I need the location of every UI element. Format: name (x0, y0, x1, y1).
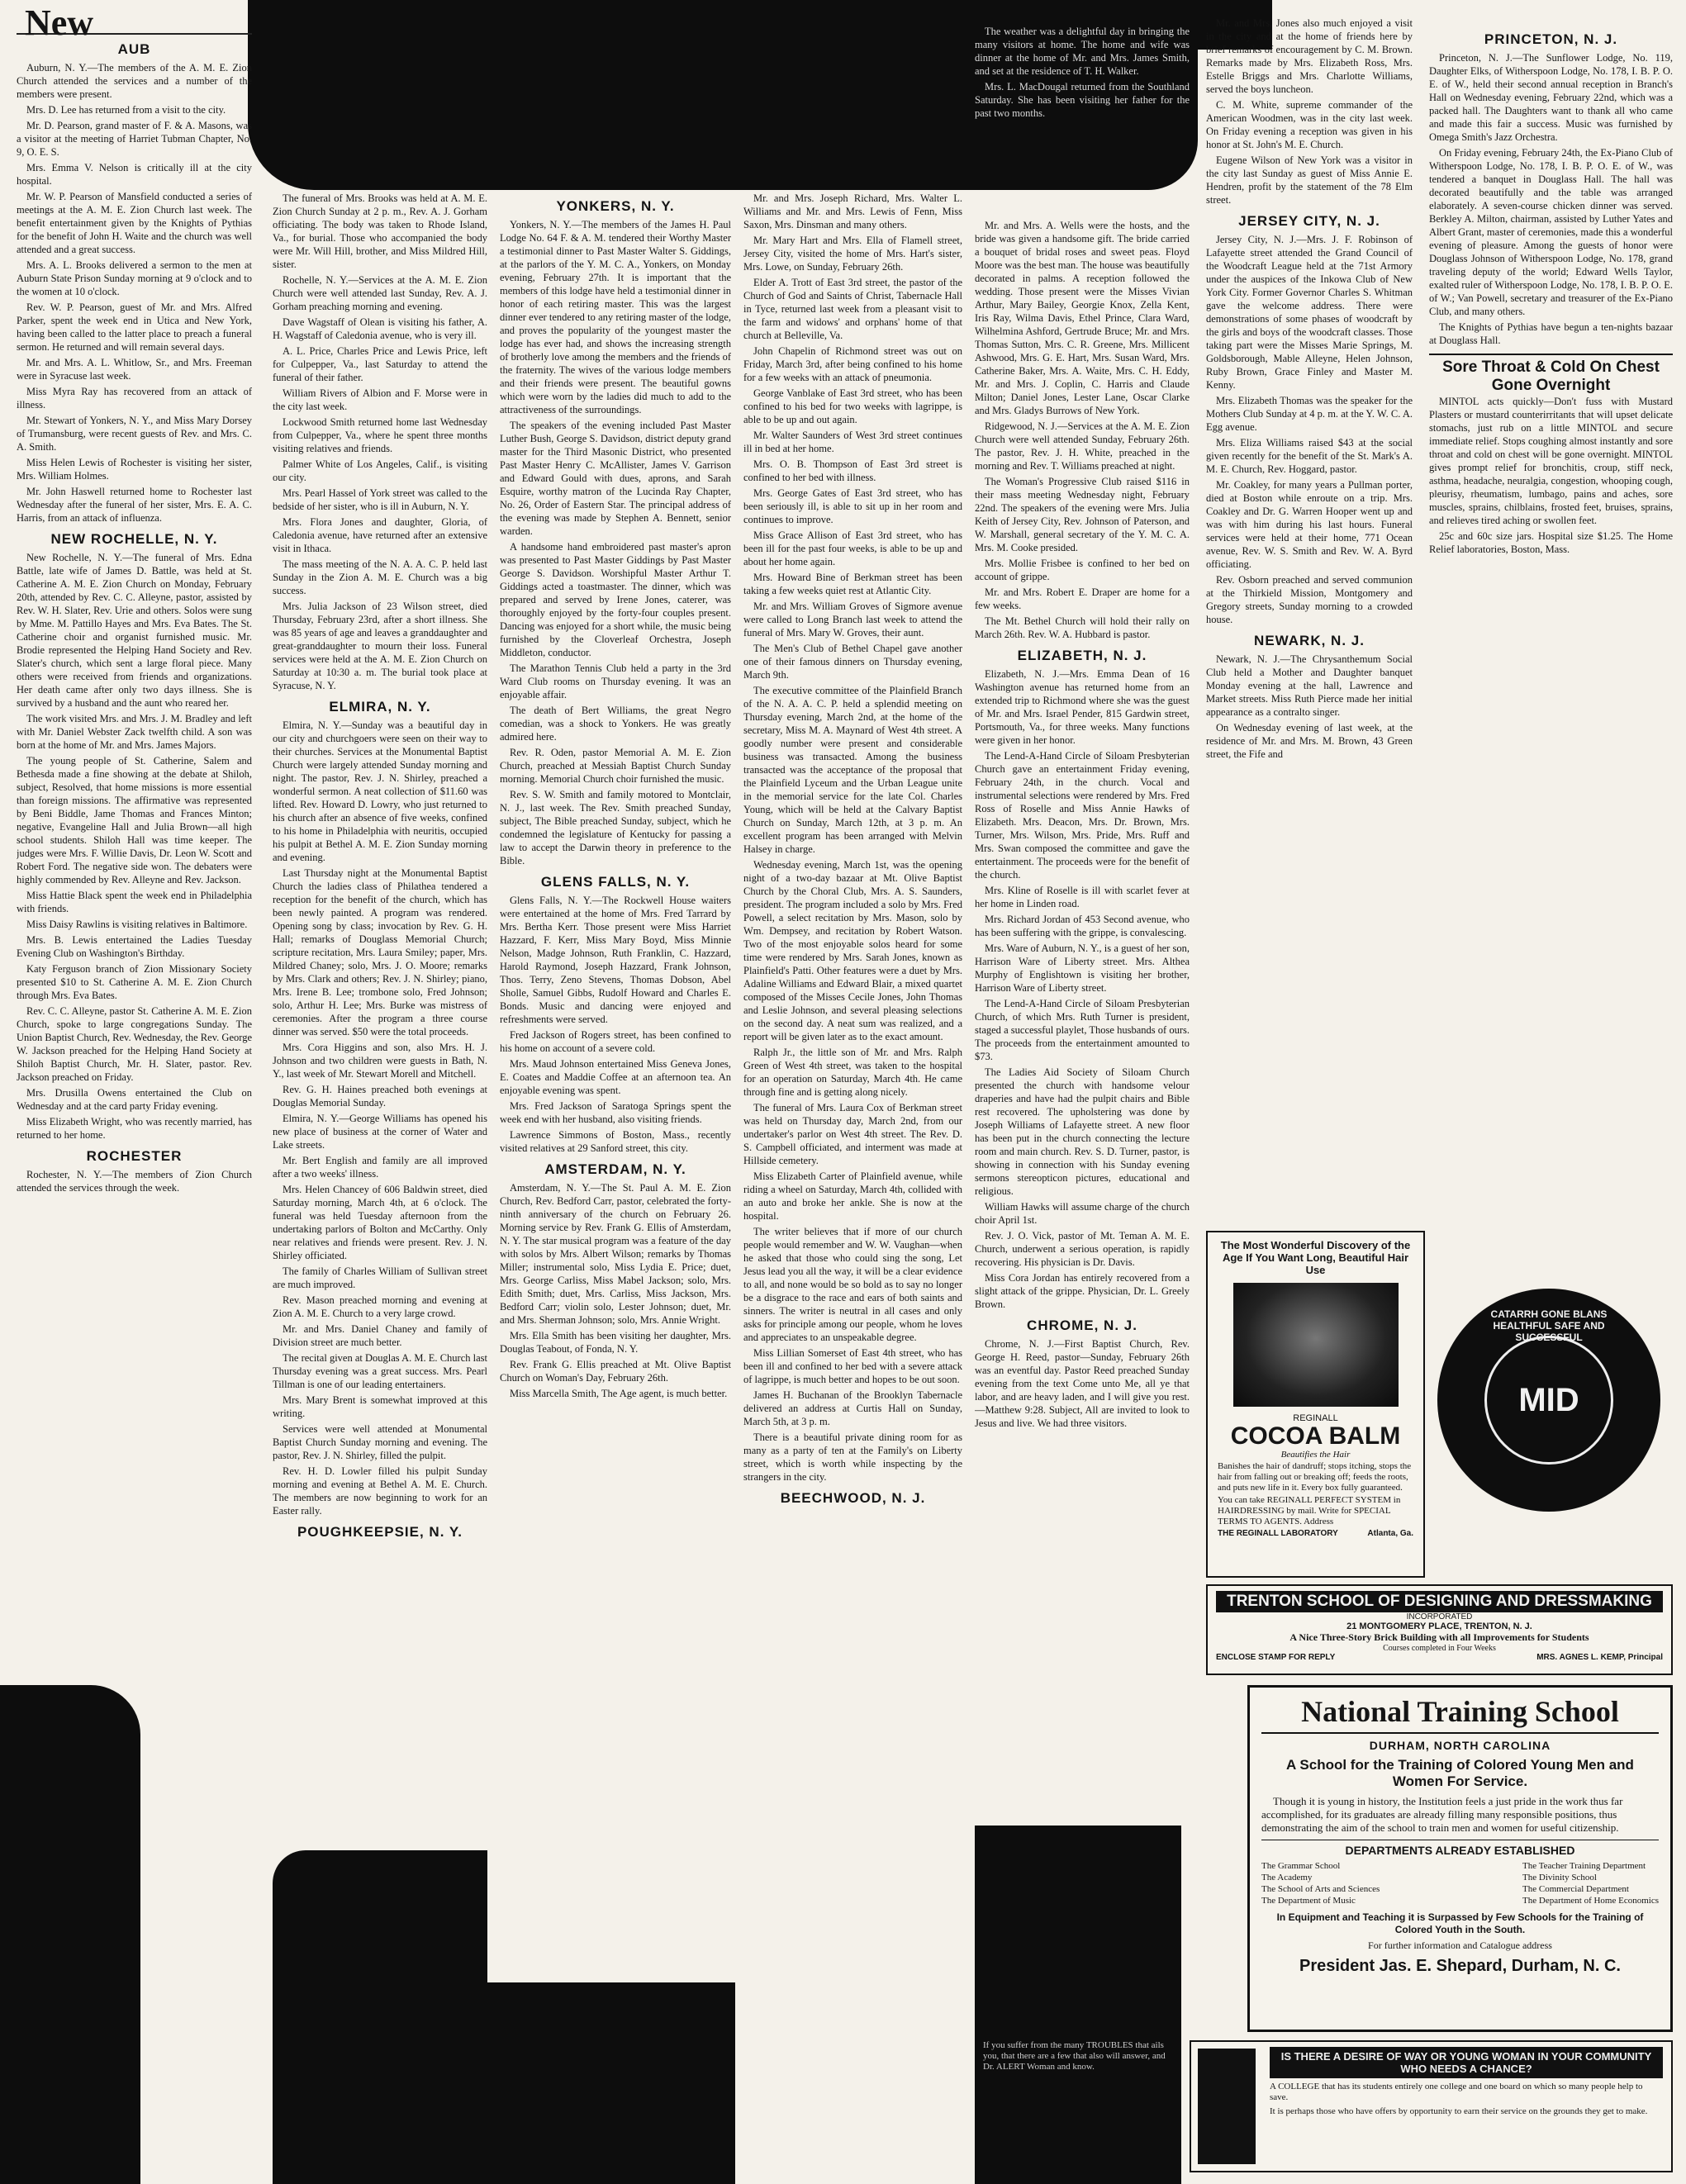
col4-s0-p11: The Men's Club of Bethel Chapel gave another one of their famous dinners on Thursday evening, March 9th. (743, 643, 962, 681)
col1-section-1 (17, 551, 252, 1142)
nts-dept-left (1261, 1860, 1380, 1906)
col2-s0-p6: Palmer White of Los Angeles, Calif., is visiting our city. (273, 458, 487, 483)
cocoa-offer: You can take REGINALL PERFECT SYSTEM in HAIRDRESSING by mail. Write for SPECIAL TERMS TO AGENTS. Address (1218, 1495, 1401, 1526)
col2-s1-p10: The recital given at Douglas A. M. E. Church last Thursday evening was a great success. Mrs. Pearl Tillman is one of our leading entertainers. (273, 1352, 487, 1390)
col3-section-1 (500, 894, 731, 1155)
trenton-address: 21 MONTGOMERY PLACE, TRENTON, N. J. (1346, 1621, 1532, 1631)
col1-s0-p10: Miss Helen Lewis of Rochester is visiting her sister, Mrs. William Holmes. (17, 457, 252, 482)
college-ad-heading: IS THERE A DESIRE OF WAY OR YOUNG WOMAN IN YOUR COMMUNITY WHO NEEDS A CHANCE? (1270, 2047, 1663, 2078)
cocoa-body: Banishes the hair of dandruff; stops itching, stops the hair from falling out or breaking off; feeds the roots, and puts new life in it. Every box fully guaranteed. (1218, 1461, 1412, 1493)
nts-president: President Jas. E. Shepard, Durham, N. C. (1299, 1957, 1621, 1975)
col3-s0-p2: A handsome hand embroidered past master's apron was presented to Past Master Giddings by Past Master George S. Davidson. Worshipful Master Arthur T. Giddings acted a toastmaster. The dinner, which was prepared and served by Irene Jones, caterer, was thoroughly enjoyed by the forty-four couples present. Dancing was enjoyed for a short while, the music being furnished by the Cloverleaf Orchestra, Joseph Middleton, conductor. (500, 541, 731, 658)
col4-s0-p15: The funeral of Mrs. Laura Cox of Berkman street was held on Thursday day, March 2nd, from our undertaker's parlor on West 4th street. The Rev. D. S. Campbell officiated, and interment was made at Hillside cemetery. (743, 1102, 962, 1166)
col6-s1-p2: Mrs. Eliza Williams raised $43 at the social given recently for the benefit of the St. Mark's A. M. E. Church, Rev. Hoggard, pastor. (1206, 437, 1413, 475)
mintol-ad (1429, 354, 1673, 556)
cocoa-small-label: REGINALL (1293, 1413, 1338, 1423)
col2-s1-p12: Services were well attended at Monumental Baptist Church Sunday morning and evening. The pastor, Rev. J. N. Shirley, filled the pulpit. (273, 1423, 487, 1461)
trenton-line: A Nice Three-Story Brick Building with all Improvements for Students (1289, 1631, 1589, 1643)
column-4 (743, 0, 962, 2184)
col5-s0-p1: Mrs. L. MacDougal returned from the Southland Saturday. She has been visiting her father for the past two months. (975, 81, 1190, 119)
nts-dept-left-0: The Grammar School (1261, 1861, 1341, 1871)
col1-s0-p11: Mr. John Haswell returned home to Rochester last Wednesday after the funeral of her sister, Mrs. E. A. C. Harris, from an attack of influenza. (17, 486, 252, 524)
col5-s2-p9: Miss Cora Jordan has entirely recovered from a slight attack of the grippe. Physician, Dr. L. Greely Brown. (975, 1272, 1190, 1310)
col1-section-0 (17, 61, 252, 525)
col5-s2-p7: William Hawks will assume charge of the church choir April 1st. (975, 1201, 1190, 1226)
col2-section-1 (273, 719, 487, 1517)
col3-heading-yonkers: YONKERS, N. Y. (556, 198, 675, 214)
col2-s1-p1: Last Thursday night at the Monumental Baptist Church the ladies class of Philathea tendered a reception for the benefit of the church, which has been newly painted. A program was rendered. Opening song by class; invocation by Rev. G. H. Hall; remarks of Douglass Memorial Church; scripture recitation, Mrs. Laura Smiley; paper, Mrs. Mildred Chaney; solo, Mrs. J. O. Moore; remarks by Mrs. Clark and others; Rev. J. N. Shirley; piano, Mrs. Irene B. Lee; trombone solo, Fred Johnson; solo, Arthur H. Lee; Mrs. Burke was mistress of ceremonies. After the program a three course dinner was served. $50 were the total proceeds. (273, 867, 487, 1037)
col6-section-0 (1206, 17, 1413, 207)
col3-s0-p5: Rev. R. Oden, pastor Memorial A. M. E. Zion Church, preached at Messiah Baptist Church Sunday morning. Memorial Church choir furnished the music. (500, 747, 731, 785)
nts-dept-left-3: The Department of Music (1261, 1896, 1356, 1906)
col4-s0-p0: Mr. and Mrs. Joseph Richard, Mrs. Walter L. Williams and Mr. and Mrs. Lewis of Fenn, Miss Saxon, Mrs. Dinsman and many others. (743, 192, 962, 230)
trenton-courses: Courses completed in Four Weeks (1383, 1644, 1496, 1653)
col1-s0-p2: Mr. D. Pearson, grand master of F. & A. Masons, was a visitor at the meeting of Harriet Tubman Chapter, No. 9, O. E. S. (17, 120, 252, 158)
col1-s1-p3: Miss Hattie Black spent the week end in Philadelphia with friends. (17, 890, 252, 914)
col2-s1-p7: The family of Charles William of Sullivan street are much improved. (273, 1265, 487, 1290)
national-training-school-ad (1247, 1685, 1673, 2032)
col1-heading-new-rochelle: NEW ROCHELLE, N. Y. (50, 531, 218, 547)
col5-section-2 (975, 667, 1190, 1311)
col1-s0-p0: Auburn, N. Y.—The members of the A. M. E. Zion Church attended the services and a number of the members were present. (17, 62, 252, 100)
col5-s2-p4: Mrs. Ware of Auburn, N. Y., is a guest of her son, Harrison Ware of Liberty street. Mrs. Althea Murphy of Englishtown is visiting her brother, Harrison Ware of Liberty street. (975, 942, 1190, 994)
col6-section-2 (1206, 653, 1413, 761)
col2-s1-p5: Mr. Bert English and family are all improved after a two weeks' illness. (273, 1155, 487, 1180)
seal-ring-text: CATARRH GONE BLANS HEALTHFUL SAFE AND SUCCESSFUL (1490, 1308, 1608, 1343)
col5-s2-p8: Rev. J. O. Vick, pastor of Mt. Teman A. M. E. Church, underwent a serious operation, is rapidly recovering. His physician is Dr. Davis. (975, 1230, 1190, 1268)
col4-s0-p19: James H. Buchanan of the Brooklyn Tabernacle delivered an address at Curtis Hall on Sunday, March 5th, at 3 p. m. (743, 1389, 962, 1427)
col2-section-0 (273, 192, 487, 692)
col2-s0-p0: The funeral of Mrs. Brooks was held at A. M. E. Zion Church Sunday at 2 p. m., Rev. A. J. Gorham officiating. The body was taken to Rhode Island, Va., for burial. Those who accompanied the body were Mr. Will Hill, brother, and Miss Mildred Hill, sister. (273, 192, 487, 270)
cocoa-tagline: Beautifies the Hair (1280, 1450, 1351, 1460)
cocoa-address-name: THE REGINALL LABORATORY (1218, 1529, 1338, 1538)
col5-s2-p3: Mrs. Richard Jordan of 453 Second avenue, who has been suffering with the grippe, is convalescing. (975, 914, 1190, 938)
col2-s1-p2: Mrs. Cora Higgins and son, also Mrs. H. J. Johnson and two children were guests in Bath, N. Y., last week of Mr. Stewart Morell and Mitchell. (273, 1042, 487, 1080)
col3-s2-p0: Amsterdam, N. Y.—The St. Paul A. M. E. Zion Church, Rev. Bedford Carr, pastor, celebrated the forty-ninth anniversary of the church on February 26. Morning service by Rev. Frank G. Ellis of Amsterdam, N. Y. The star musical program was a feature of the day with solos by Mrs. Albert Wilson; remarks by Thomas Miller; instrumental solo, Miss Lydia E. Price; duet, Mrs. George Carliss, Miss Mabel Jackson; solo, Mrs. Edith Smith; duet, Mrs. Carliss, Miss Jackson, Mrs. Bedford Carr; violin solo, Lester Johnson; duet, Mr. and Mrs. Sherman Johnson; solo, Mrs. Annie Wright. (500, 1182, 731, 1326)
hair-ad (1206, 1231, 1425, 1578)
mintol-heading: Sore Throat & Cold On Chest Gone Overnight (1442, 358, 1660, 394)
trenton-footer (1216, 1653, 1663, 1662)
col1-s1-p9: Miss Elizabeth Wright, who was recently married, has returned to her home. (17, 1116, 252, 1141)
col3-s1-p2: Mrs. Maud Johnson entertained Miss Geneva Jones, E. Coates and Maddie Coffee at an afternoon tea. An enjoyable evening was spent. (500, 1058, 731, 1096)
column-3 (500, 0, 731, 2184)
col4-s0-p6: Mrs. O. B. Thompson of East 3rd street is confined to her bed with illness. (743, 458, 962, 483)
college-ad-content (1270, 2047, 1663, 2117)
col1-s0-p8: Miss Myra Ray has recovered from an attack of illness. (17, 386, 252, 411)
nts-departments (1261, 1860, 1659, 1906)
nts-dept-right-1: The Divinity School (1522, 1873, 1597, 1883)
col3-section-2 (500, 1181, 731, 1400)
col5-s2-p5: The Lend-A-Hand Circle of Siloam Presbyterian Church, of which Mrs. Ruth Turner is president, staged a successful playlet, Those husbands of ours. The proceeds from the entertainment amounted to $73. (975, 998, 1190, 1062)
col2-s0-p8: Mrs. Flora Jones and daughter, Gloria, of Caledonia avenue, have returned after an extensive visit in Ithaca. (273, 516, 487, 554)
col2-s0-p1: Rochelle, N. Y.—Services at the A. M. E. Zion Church were well attended last Sunday, Rev. A. J. Gorham preaching morning and evening. (273, 274, 487, 312)
col5-s3-p0: Chrome, N. J.—First Baptist Church, Rev. George H. Reed, pastor—Sunday, February 26th was an eventful day. Pastor Reed preached Sunday evening from the text Come unto Me, all ye that labor, and are heavy laden, and I will give you rest.—Matthew 9:28. Subject, All are invited to look to Jesus and live. We had three visitors. (975, 1338, 1190, 1429)
column-7 (1429, 0, 1673, 1247)
column-2 (273, 0, 487, 2184)
col3-s2-p1: Mrs. Ella Smith has been visiting her daughter, Mrs. Douglas Teabout, of Fonda, N. Y. (500, 1330, 731, 1355)
catarrh-seal-icon (1437, 1289, 1660, 1512)
col5-s0-p0: The weather was a delightful day in bringing the many visitors at home. The home and wife was dinner at the home of Mr. and Mrs. James Smith, and set at the residence of T. H. Walker. (975, 26, 1190, 77)
nts-dept-left-1: The Academy (1261, 1873, 1313, 1883)
cocoa-balm-title: COCOA BALM (1230, 1422, 1401, 1450)
trenton-principal: MRS. AGNES L. KEMP, Principal (1536, 1653, 1663, 1662)
col1-head-0: AUB (117, 41, 151, 57)
col3-heading-glens-falls: GLENS FALLS, N. Y. (540, 874, 691, 890)
nts-dept-right-3: The Department of Home Economics (1522, 1896, 1659, 1906)
col2-s0-p2: Dave Wagstaff of Olean is visiting his father, A. H. Wagstaff of Caledonia avenue, who is very ill. (273, 316, 487, 341)
col1-s1-p0: New Rochelle, N. Y.—The funeral of Mrs. Edna Battle, late wife of James D. Battle, was held at St. Catherine A. M. E. Zion Church on Monday, February 20th, attended by Rev. C. C. Alleyne, pastor, assisted by Rev. W. H. Slater, Rev. Urie and others. Solos were sung by Mme. M. Pattillo Hayes and Mrs. Eva Bates. The St. Catherine choir and organist furnished music. Mr. Brodie represented the Helping Hand Society and Rev. Slater's church, which sent a large floral piece. Many others were received from friends and organizations. Her death came after only two days illness. She is survived by a husband and the aunt who reared her. (17, 552, 252, 709)
col4-s0-p18: Miss Lillian Somerset of East 4th street, who has been ill and confined to her bed with a severe attack of lagrippe, is much better and hopes to be out soon. (743, 1347, 962, 1385)
col7-heading-princeton: PRINCETON, N. J. (1484, 31, 1618, 47)
col5-s2-p2: Mrs. Kline of Roselle is ill with scarlet fever at her home in Linden road. (975, 885, 1190, 909)
col2-s1-p8: Rev. Mason preached morning and evening at Zion A. M. E. Church to a very large crowd. (273, 1294, 487, 1319)
col1-s1-p2: The young people of St. Catherine, Salem and Bethesda made a fine showing at the debate at Shiloh, subject, Resolved, that home missions is more essential than foreign missions. The affirmative was represented by Beni Biddle, Jame Thomas and Frances Minton; negative, Evangeline Hall and Julia Brown—all high school students. Shiloh Hall was time keeper. The judges were Mrs. F. Willie Davis, Dr. Leon W. Scott and Robert Ford. The negative side won. The debaters were highly commended by Rev. Alleyne and Rev. Jackson. (17, 755, 252, 885)
college-ad (1190, 2040, 1673, 2172)
college-ad-body: A COLLEGE that has its students entirely one college and one board on which so many people help to save. (1270, 2082, 1643, 2102)
nts-dept-right (1522, 1860, 1659, 1906)
nts-dept-heading: DEPARTMENTS ALREADY ESTABLISHED (1261, 1840, 1659, 1857)
col6-s0-p2: Eugene Wilson of New York was a visitor in the city last Sunday as guest of Miss Annie E. Hendren, profit by the statement of the 78 Elm street. (1206, 154, 1413, 206)
cocoa-address (1218, 1529, 1413, 1538)
col2-s1-p3: Rev. G. H. Haines preached both evenings at Douglas Memorial Sunday. (273, 1084, 487, 1109)
col4-s0-p8: Miss Grace Allison of East 3rd street, who has been ill for the past four weeks, is able to be up and about her home again. (743, 529, 962, 567)
col5-s2-p0: Elizabeth, N. J.—Mrs. Emma Dean of 16 Washington avenue has returned home from an extended trip to Richmond where she was the guest of Mr. and Mrs. Israel Pender, 815 Gardwin street, Portsmouth, Va., for three weeks. Many functions were given in her honor. (975, 668, 1190, 746)
col5-heading-chrome: CHROME, N. J. (1027, 1318, 1137, 1333)
col1-s0-p3: Mrs. Emma V. Nelson is critically ill at the city hospital. (17, 162, 252, 187)
col4-s0-p13: Wednesday evening, March 1st, was the opening night of a two-day bazaar at Mt. Olive Baptist Church by the Choral Club, Mrs. A. S. Saunders, president. The program included a solo by Mrs. Fred Powell, a select recitation by Mrs. Mason, solo by Wm. Dempsey, and recitation by Robert Watson. Two of the most enjoyable solos heard for some time were rendered by Mrs. Sarah Jones, known as Plainfield's Patti. Other features were a duet by Mrs. Adaline Williams and Edward Blair, a mixed quartet composed of the Misses Cecile Jones, John Thomas and Leslie Johnson, and several pleasing selections on the second day. A neat sum was realized, and a report will be given later as to the exact amount. (743, 859, 962, 1042)
col2-s0-p9: The mass meeting of the N. A. A. C. P. held last Sunday in the Zion A. M. E. Church was a big success. (273, 558, 487, 596)
mintol-body: MINTOL acts quickly—Don't fuss with Mustard Plasters or mustard counterirritants that will upset delicate stomachs, just rub on a little MINTOL and secure immediate relief. Stops coughing almost instantly and sore throat and cold on chest will be gone overnight. MINTOL gives prompt relief for bronchitis, croup, stiff neck, asthma, headache, neuralgia, congestion, whooping cough, pleurisy, rheumatism, lumbago, pains and aches, sore muscles, sprains, chilblains, frosted feet, bruises, sprains, and relieves tired aching or swollen feet. (1429, 396, 1673, 526)
col7-s0-p0: Princeton, N. J.—The Sunflower Lodge, No. 119, Daughter Elks, of Witherspoon Lodge, No. 178, I. B. P. O. E. of W., held their second annual reception in Branch's Hall on Wednesday evening, February 22nd, which was a packed hall. The Daughters want to thank all who came and made this fair a success. Music was furnished by Omega Smith's Jazz Orchestra. (1429, 52, 1673, 143)
nts-location: DURHAM, NORTH CAROLINA (1369, 1739, 1551, 1752)
col4-s0-p7: Mrs. George Gates of East 3rd street, who has been seriously ill, is able to sit up in her room and continues to improve. (743, 487, 962, 525)
col5-s1-p5: The Mt. Bethel Church will hold their rally on March 26th. Rev. W. A. Hubbard is pastor. (975, 615, 1190, 640)
middle-ad-text: If you suffer from the many TROUBLES that ails you, that there are a few that also will answer, and Dr. ALERT Woman and know. (983, 2040, 1166, 2072)
col4-s0-p1: Mr. Mary Hart and Mrs. Ella of Flamell street, Jersey City, visited the home of Mrs. Hart's sister, Mrs. Lowe, on Sunday, February 26th. (743, 235, 962, 273)
trenton-incorporated: INCORPORATED (1406, 1612, 1473, 1621)
nts-info: For further information and Catalogue address (1368, 1939, 1552, 1951)
col6-s1-p3: Mr. Coakley, for many years a Pullman porter, died at Boston while enroute on a trip. Mrs. Coakley and Dr. G. Warren Hooper went up and was with him during his last hours. Funeral services were held at their home, 771 Ocean avenue, Rev. W. S. Smith and Rev. W. A. Byrd officiating. (1206, 479, 1413, 570)
trenton-school-ad (1206, 1584, 1673, 1675)
col1-s0-p5: Mrs. A. L. Brooks delivered a sermon to the men at Auburn State Prison Sunday morning at 9 o'clock and to the women at 10 o'clock. (17, 259, 252, 297)
col5-heading-elizabeth: ELIZABETH, N. J. (1017, 648, 1147, 663)
col7-section-0 (1429, 51, 1673, 347)
col6-s1-p1: Mrs. Elizabeth Thomas was the speaker for the Mothers Club Sunday at 4 p. m. at the Y. W. C. A. Egg avenue. (1206, 395, 1413, 433)
nts-equipment: In Equipment and Teaching it is Surpassed by Few Schools for the Training of Colored Youth in the South. (1276, 1911, 1644, 1935)
col5-s1-p0: Mr. and Mrs. A. Wells were the hosts, and the bride was given a handsome gift. The bride carried a bouquet of bridal roses and sweet peas. Floyd Moore was the best man. The house was beautifully decorated in palms. A reception followed the wedding. Those present were the Misses Vivian Arthur, Mary Bailey, Georgie Knox, Zella Kent, Iris Ray, Wilma Davis, Ethel Prince, Clara Ward, Wilhelmina Ashford, Gertrude Bruce; Mr. and Mrs. Thomas Sutton, Mrs. C. R. Greene, Mrs. Millicent Ashwood, Mrs. G. E. Hart, Mrs. Susan Ward, Mrs. Catherine Baker, Mrs. A. Waite, Mrs. C. H. Eddy, Mr. and Mrs. J. Coplin, C. Harris and Claude Milton; Daniel Jones, Lester Lane, Oscar Clarke and Mrs. Gladys Burrows of New York. (975, 220, 1190, 416)
col6-s0-p1: C. M. White, supreme commander of the American Woodmen, was in the city last week. On Friday evening a reception was given in his honor at St. John's M. E. Church. (1206, 99, 1413, 150)
col6-s1-p0: Jersey City, N. J.—Mrs. J. F. Robinson of Lafayette street attended the Grand Council of the Woodcraft League held at the 71st Armory under the auspices of the Inkowa Club of New York City. Former Governor Charles S. Whitman gave the welcome address. There were demonstrations of some phases of woodcraft by the girls and boys of the woodcraft classes. Those taking part were the Misses Marie Springs, M. Goldsborough, Mable Alleyne, Helen Johnson, Ruby Brown, Grace Finley and Master M. Kenny. (1206, 234, 1413, 391)
col6-section-1 (1206, 233, 1413, 626)
col2-s1-p11: Mrs. Mary Brent is somewhat improved at this writing. (273, 1394, 487, 1419)
mintol-price: 25c and 60c size jars. Hospital size $1.25. The Home Relief laboratories, Boston, Mass. (1429, 530, 1673, 555)
col5-section-0 (975, 25, 1190, 120)
col1-s0-p4: Mr. W. P. Pearson of Mansfield conducted a series of meetings at the A. M. E. Zion Church last week. The benefit entertainment given by the Knights of Pythias for the benefit of John H. Waite and the church was well attended and a great success. (17, 191, 252, 255)
col4-section-0 (743, 192, 962, 1484)
col2-s1-p4: Elmira, N. Y.—George Williams has opened his new place of business at the corner of Water and Lake streets. (273, 1113, 487, 1151)
col1-s1-p6: Katy Ferguson branch of Zion Missionary Society presented $10 to St. Catherine A. M. E. Zion Church through Mrs. Eva Bates. (17, 963, 252, 1001)
col4-s0-p10: Mr. and Mrs. William Groves of Sigmore avenue were called to Long Branch last week to attend the funeral of Mrs. Mary W. Groves, their aunt. (743, 601, 962, 639)
col2-heading-elmira: ELMIRA, N. Y. (329, 699, 431, 715)
col2-s0-p7: Mrs. Pearl Hassel of York street was called to the bedside of her sister, who is ill in Auburn, N. Y. (273, 487, 487, 512)
col5-s1-p3: Mrs. Mollie Frisbee is confined to her bed on account of grippe. (975, 558, 1190, 582)
column-5 (975, 0, 1190, 2184)
trenton-title: TRENTON SCHOOL OF DESIGNING AND DRESSMAKING (1216, 1591, 1663, 1612)
col4-s0-p14: Ralph Jr., the little son of Mr. and Mrs. Ralph Green of West 4th street, was taken to the hospital for an operation on Saturday, March 4th. He came through fine and is getting along nicely. (743, 1047, 962, 1098)
cocoa-address-city: Atlanta, Ga. (1367, 1529, 1413, 1538)
col2-s1-p9: Mr. and Mrs. Daniel Chaney and family of Division street are much better. (273, 1323, 487, 1348)
col4-s0-p12: The executive committee of the Plainfield Branch of the N. A. A. C. P. held a splendid meeting on Thursday evening, March 2nd, at the home of the secretary, Miss M. A. Maynard of West 4th street. A goodly number were present and considerable business was transacted. Among the business transacted was the acceptance of the proposal that the Plainfield Lyceum and the Urban League unite in the memorial service for the late Col. Charles Young, which will be held at the Calvary Baptist Church on Sunday, March 12th, at 3 p. m. An excellent program has been arranged with Melvin Halsey in charge. (743, 685, 962, 855)
nts-dept-left-2: The School of Arts and Sciences (1261, 1884, 1380, 1894)
nts-subtitle: A School for the Training of Colored Young Men and Women For Service. (1286, 1757, 1634, 1789)
col6-heading-jersey-city: JERSEY CITY, N. J. (1238, 213, 1380, 229)
masthead: New (25, 2, 94, 43)
col3-heading-amsterdam: AMSTERDAM, N. Y. (544, 1161, 686, 1177)
col6-s2-p0: Newark, N. J.—The Chrysanthemum Social Club held a Mother and Daughter banquet Monday evening at the hall, Lawrence and Market streets. Miss Ruth Pierce made her initial appearance as a contralto singer. (1206, 653, 1413, 718)
col7-s0-p2: The Knights of Pythias have begun a ten-nights bazaar at Douglass Hall. (1429, 321, 1673, 346)
seal-inner (1484, 1336, 1613, 1465)
col3-s1-p0: Glens Falls, N. Y.—The Rockwell House waiters were entertained at the home of Mrs. Fred Tarrard by Mrs. Bertha Kerr. Those present were Miss Harriet Hazzard, F. Kerr, Miss Mary Boyd, Miss Minnie Nelson, Madge Johnson, Ruth Franklin, C. Hazzard, Harold Raymond, Joseph Hazzard, Frank Johnson, Thos. Terry, Zeno Stevens, Thomas Dobson, Abel Sholle, Samuel Gibbs, Rudolf Howard and Charles E. Bonds. Music and dancing were enjoyed and refreshments were served. (500, 895, 731, 1025)
col1-s0-p1: Mrs. D. Lee has returned from a visit to the city. (26, 104, 226, 116)
col6-heading-newark: NEWARK, N. J. (1254, 633, 1365, 648)
col1-s1-p5: Mrs. B. Lewis entertained the Ladies Tuesday Evening Club on Washington's Birthday. (17, 934, 252, 959)
col1-s1-p7: Rev. C. C. Alleyne, pastor St. Catherine A. M. E. Zion Church, spoke to large congregations Sunday. The Union Baptist Church, Rev. Wednesday, the Rev. George W. Jackson preached for the Helping Hand Society at Shiloh Baptist Church, Mr. H. Slater, pastor. Rev. Jackson preached on Friday. (17, 1005, 252, 1083)
hair-ad-heading: The Most Wonderful Discovery of the Age If You Want Long, Beautiful Hair Use (1220, 1239, 1411, 1276)
col4-s0-p16: Miss Elizabeth Carter of Plainfield avenue, while riding a wheel on Saturday, March 4th, collided with an auto and broke her ankle. She is now at the hospital. (743, 1170, 962, 1222)
col1-s0-p9: Mr. Stewart of Yonkers, N. Y., and Miss Mary Dorsey of Trumansburg, were recent guests of Rev. and Mrs. C. A. Smith. (17, 415, 252, 453)
col6-s1-p4: Rev. Osborn preached and served communion at the Thirkield Mission, Montgomery and Gregory streets, Sunday morning to a crowded house. (1206, 574, 1413, 625)
col3-s1-p4: Lawrence Simmons of Boston, Mass., recently visited relatives at 29 Sanford street, this city. (500, 1129, 731, 1154)
col4-s0-p5: Mr. Walter Saunders of West 3rd street continues ill in bed at her home. (743, 430, 962, 454)
col2-s0-p10: Mrs. Julia Jackson of 23 Wilson street, died Thursday, February 23rd, after a short illness. She was 85 years of age and leaves a granddaughter and great-granddaughter to mourn their loss. Funeral services were held at the A. M. E. Zion Church on Saturday at 10:30 a. m. The burial took place at Syracuse, N. Y. (273, 601, 487, 691)
col1-s1-p4: Miss Daisy Rawlins is visiting relatives in Baltimore. (26, 919, 248, 930)
col4-s0-p17: The writer believes that if more of our church people would remember and W. W. Vaughan—when he asked that those who could sing the song, Let Jesus lead you all the way, it will be a clear evidence to all, and none would be so bold as to say no longer be a disgrace to the race and ears of both saints and sinners. The writer is neutral in all cases and only asks for principle among our people, whom he loves and appreciates to an unspeakable degree. (743, 1226, 962, 1343)
col1-s1-p1: The work visited Mrs. and Mrs. J. M. Bradley and left with Mr. Daniel Webster Zack twelfth child. A son was born at the home of Mr. and Mrs. James Majors. (17, 713, 252, 751)
col4-s0-p20: There is a beautiful private dining room for as many as a party of ten at the Family's on Liberty street, which is worth while inspecting by the strangers in the city. (743, 1431, 962, 1483)
hair-photo-icon (1233, 1283, 1399, 1407)
col6-s2-p1: On Wednesday evening of last week, at the residence of Mr. and Mrs. M. Brown, 43 Green street, the Fife and (1206, 722, 1413, 760)
col2-s1-p13: Rev. H. D. Lowler filled his pulpit Sunday morning and evening at Bethel A. M. E. Church. The members are now beginning to work for an Easter rally. (273, 1465, 487, 1517)
col5-s2-p1: The Lend-A-Hand Circle of Siloam Presbyterian Church gave an entertainment Friday evening, February 24th, in the church. Vocal and instrumental selections were rendered by Mrs. Fred Ross of Roselle and Miss Annie Hawks of Elizabeth. Mrs. Deacon, Mrs. Dr. Brown, Mrs. Turner, Mrs. Wilson, Mrs. Pride, Mrs. Ruff and Mrs. Swan composed the committee and gave the entertainment. The proceeds were for the benefit of the church. (975, 750, 1190, 881)
col5-section-1 (975, 219, 1190, 641)
seal-center-text: MID (1518, 1381, 1579, 1418)
trenton-stamp: ENCLOSE STAMP FOR REPLY (1216, 1653, 1336, 1662)
col4-s0-p4: George Vanblake of East 3rd street, who has been confined to his bed for two weeks with lagrippe, is able to be up and out again. (743, 387, 962, 425)
col4-heading-beechwood: BEECHWOOD, N. J. (780, 1490, 926, 1506)
col2-s0-p4: William Rivers of Albion and F. Morse were in the city last week. (273, 387, 487, 412)
col3-s0-p6: Rev. S. W. Smith and family motored to Montclair, N. J., last week. The Rev. Smith preached Sunday, subject, The Bible preached Sunday, subject, which he condemned the legislature of Kentucky for passing a law to accept the Darwin theory in preference to the Bible. (500, 789, 731, 866)
col3-s0-p1: The speakers of the evening included Past Master Luther Bush, George S. Davidson, district deputy grand master for the Third Masonic District, who presented Past Master Henry C. McAllister, James V. Garrison and Edward Gould with dues, aprons, and Sarah Esquire, worthy matron of the Lucinda Ray Chapter, No. 26, Order of Eastern Star. The principal address of the evening was made by Stephen A. Bennett, senior warden. (500, 420, 731, 537)
nts-body: Though it is young in history, the Institution feels a just pride in the work thus far accomplished, for its graduates are already filling many responsible positions, thus demonstrating the aim of the school to train men and women for useful citizenship. (1261, 1795, 1623, 1834)
col2-s0-p5: Lockwood Smith returned home last Wednesday from Culpepper, Va., where he spent three months visiting relatives and friends. (273, 416, 487, 454)
col4-s0-p3: John Chapelin of Richmond street was out on Friday, March 3rd, after being confined to his home for a few weeks with an attack of pneumonia. (743, 345, 962, 383)
column-6 (1206, 0, 1413, 1239)
col2-heading-poughkeepsie: POUGHKEEPSIE, N. Y. (297, 1524, 463, 1540)
col1-s1-p8: Mrs. Drusilla Owens entertained the Club on Wednesday and at the card party Friday evening. (17, 1087, 252, 1112)
nts-dept-right-2: The Commercial Department (1522, 1884, 1629, 1894)
col7-s0-p1: On Friday evening, February 24th, the Ex-Piano Club of Witherspoon Lodge, No. 178, I. B. P. O. E. of W., was tendered a banquet in Douglass Hall. The hall was decorated beautifully and the table was arranged elaborately. A seven-course chicken dinner was served. Berkley A. Milton, chairman, assisted by Luther Yates and Albert Grant, master of ceremonies, made this a wonderful evening of pleasure. Among the guests of honor were Douglass Johnson of Witherspoon Lodge, No. 178, grand traveling deputy of the world; Edward Wells Taylor, exalted ruler of Witherspoon Lodge, No. 178, I. B. P. O. E. of W.; Van Powell, secretary and treasurer of the Ex-Piano Club, and many others. (1429, 147, 1673, 317)
col5-s1-p4: Mr. and Mrs. Robert E. Draper are home for a few weeks. (975, 586, 1190, 611)
college-ad-body2: It is perhaps those who have offers by opportunity to earn their service on the grounds they get to make. (1270, 2106, 1648, 2116)
col6-s0-p0: Mr. and Mrs. Jones also much enjoyed a visit in the city and at the home of friends here by brief remarks of encouragement by C. M. Brown. Remarks made by Mrs. Elizabeth Ross, Mrs. Estelle Briggs and Mrs. Charlotte Williams, served the boys luncheon. (1206, 17, 1413, 95)
col3-s1-p1: Fred Jackson of Rogers street, has been confined to his home on account of a severe cold. (500, 1029, 731, 1054)
col3-section-0 (500, 218, 731, 867)
col4-s0-p9: Mrs. Howard Bine of Berkman street has been taking a few weeks quiet rest at Atlantic City. (743, 572, 962, 596)
col2-s1-p6: Mrs. Helen Chancey of 606 Baldwin street, died Saturday morning, March 4th, at 6 o'clock. The funeral was held Tuesday afternoon from the undertaking parlors of Bolton and McCarthy. Only near relatives and friends were present. Rev. J. N. Shirley officiated. (273, 1184, 487, 1261)
col1-s0-p6: Rev. W. P. Pearson, guest of Mr. and Mrs. Alfred Parker, spent the week end in Utica and New York, having been called to the latter place to preach a funeral sermon. He returned and will remain several days. (17, 301, 252, 353)
col3-s2-p3: Miss Marcella Smith, The Age agent, is much better. (510, 1388, 728, 1399)
col2-s0-p3: A. L. Price, Charles Price and Lewis Price, left for Culpepper, Va., last Saturday to attend the funeral of their father. (273, 345, 487, 383)
col1-s2-p0: Rochester, N. Y.—The members of Zion Church attended the services through the week. (17, 1169, 252, 1194)
col3-s0-p0: Yonkers, N. Y.—The members of the James H. Paul Lodge No. 64 F. & A. M. tendered their Worthy Master a testimonial dinner to Past Master Walter S. Giddings, at the parlors of the Y. M. C. A., Yonkers, on Monday evening, February 27th. It is important that the members of this lodge have held a testimonial dinner in honor of each retiring master. This was the largest dinner ever tendered to any retiring master of the lodge, and proves the popularity of the youngest master the lodge has ever had, and shows the increasing strength of brotherly love among the members and the friends of the fraternity. The wives of the various lodge members and their friends were present. The beautiful gowns which were worn by the ladies did much to add to the attractiveness of the surroundings. (500, 219, 731, 415)
col4-s0-p2: Elder A. Trott of East 3rd street, the pastor of the Church of God and Saints of Christ, Tabernacle Hall in Tyce, returned last week from a pleasant visit to the farm and widows' and orphans' home of that church at Belleville, Va. (743, 277, 962, 341)
college-ad-photo-icon (1198, 2049, 1256, 2164)
col2-s1-p0: Elmira, N. Y.—Sunday was a beautiful day in our city and churchgoers were seen on their way to their churches. Services at the Monumental Baptist Church were largely attended Sunday morning and night. The pastor, Rev. J. N. Shirley, preached a wonderful sermon. A neat collection of $11.60 was lifted. Rev. Howard D. Lowry, who just returned to his church after an absence of five weeks, confined to his home in Philadelphia with neuritis, occupied his pulpit at Bethel A. M. E. Zion Sunday morning and evening. (273, 719, 487, 863)
col5-s2-p6: The Ladies Aid Society of Siloam Church presented the church with handsome velour draperies and have had the pulpit chairs and Bible rest recovered. The upholstering was done by Joseph Williams of Lafayette street. A new floor has been put in the church connecting the lecture room and main church. Rev. S. D. Turner, pastor, is showing in connection with his Sunday evening sermons stereopticon pictures, educational and religious. (975, 1066, 1190, 1197)
col3-s0-p4: The death of Bert Williams, the great Negro comedian, was a shock to Yonkers. He was greatly admired here. (500, 705, 731, 743)
col5-s1-p2: The Woman's Progressive Club raised $116 in their mass meeting Wednesday night, February 22nd. The speakers of the evening were Mrs. Julia Keith of Jersey City, Rev. Johnson of Paterson, and W. Marshall, general secretary of the Y. M. C. A. Mrs. M. Cooke presided. (975, 476, 1190, 553)
column-1 (17, 0, 252, 2184)
nts-dept-right-0: The Teacher Training Department (1522, 1861, 1646, 1871)
col3-s0-p3: The Marathon Tennis Club held a party in the 3rd Ward Club rooms on Thursday evening. It was an enjoyable affair. (500, 662, 731, 700)
col1-s0-p7: Mr. and Mrs. A. L. Whitlow, Sr., and Mrs. Freeman were in Syracuse last week. (17, 357, 252, 382)
col5-s1-p1: Ridgewood, N. J.—Services at the A. M. E. Zion Church were well attended Sunday, February 26th. The pastor, Rev. J. H. White, preached in the morning and Rev. T. Williams preached at night. (975, 420, 1190, 472)
nts-title: National Training School (1261, 1694, 1659, 1734)
col3-s1-p3: Mrs. Fred Jackson of Saratoga Springs spent the week end with her husband, also visiting friends. (500, 1100, 731, 1125)
col3-s2-p2: Rev. Frank G. Ellis preached at Mt. Olive Baptist Church on Woman's Day, February 26th. (500, 1359, 731, 1384)
col1-heading-rochester: ROCHESTER (86, 1148, 183, 1164)
